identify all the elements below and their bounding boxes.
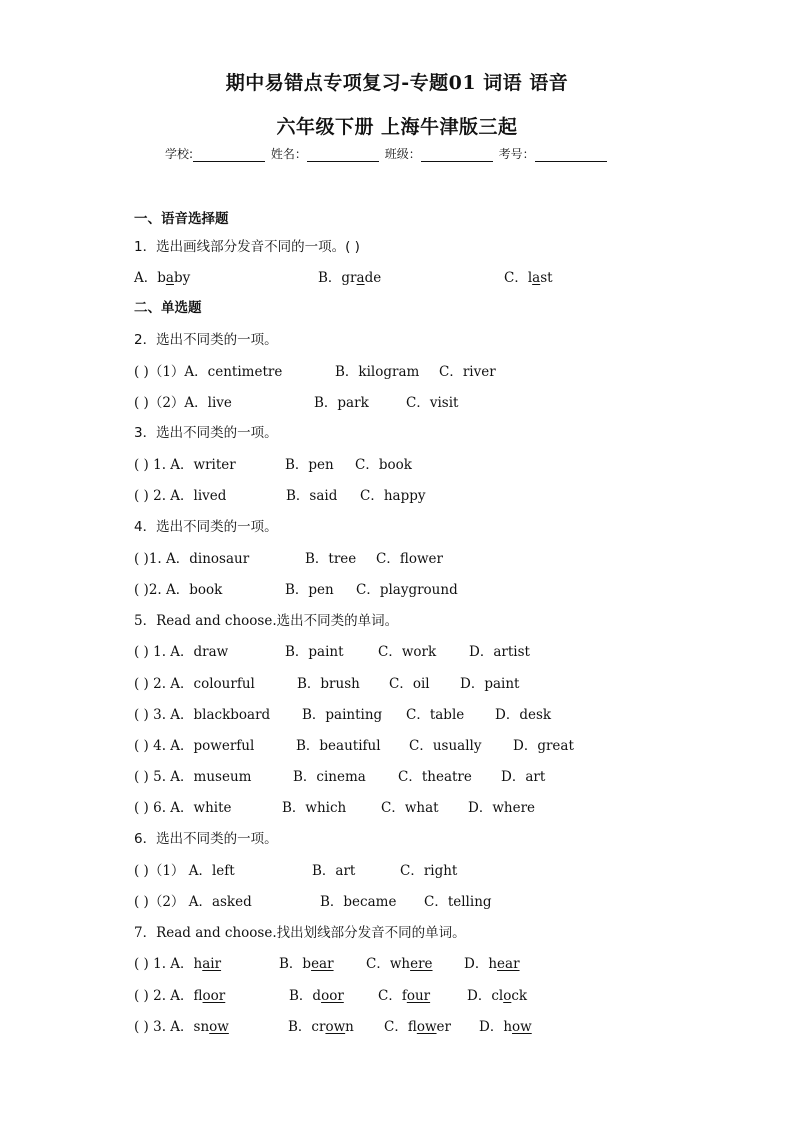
- exam-number-label: 考号：: [498, 147, 535, 161]
- school-label: 学校:: [165, 147, 194, 161]
- option-d[interactable]: D．great: [513, 738, 574, 754]
- option-b[interactable]: B．beautiful: [296, 738, 381, 754]
- option-a[interactable]: ( )（1） A．left: [134, 863, 235, 879]
- option-b[interactable]: B．kilogram: [335, 364, 420, 380]
- option-c[interactable]: C．work: [378, 644, 437, 660]
- student-info-line: [165, 145, 609, 162]
- option-a[interactable]: ( ) 5. A．museum: [134, 769, 252, 785]
- option-b[interactable]: B．crown: [288, 1019, 354, 1035]
- option-c[interactable]: C．four: [378, 988, 431, 1004]
- option-b[interactable]: B．painting: [302, 707, 383, 723]
- option-d[interactable]: D．clock: [467, 988, 528, 1004]
- option-a[interactable]: ( ) 1. A．draw: [134, 644, 229, 660]
- option-c[interactable]: C．what: [381, 800, 439, 816]
- option-a[interactable]: ( ) 6. A．white: [134, 800, 232, 816]
- option-b[interactable]: B．said: [286, 488, 338, 504]
- option-a[interactable]: A．baby: [134, 270, 191, 286]
- option-a[interactable]: ( )（2） A．asked: [134, 894, 252, 910]
- option-c[interactable]: C．happy: [360, 488, 426, 504]
- option-a[interactable]: ( ) 2. A．colourful: [134, 676, 255, 692]
- section-heading-phonetics: 一、语音选择题: [134, 211, 229, 227]
- name-blank[interactable]: [307, 148, 379, 162]
- option-a[interactable]: ( )2. A．book: [134, 582, 223, 598]
- question-6-stem: 6．选出不同类的一项。: [134, 831, 278, 847]
- option-a[interactable]: ( )（2）A．live: [134, 395, 232, 411]
- option-d[interactable]: D．art: [501, 769, 546, 785]
- option-b[interactable]: B．door: [289, 988, 344, 1004]
- option-a[interactable]: ( )1. A．dinosaur: [134, 551, 250, 567]
- section-heading-single-choice: 二、单选题: [134, 300, 202, 316]
- option-b[interactable]: B．bear: [279, 956, 334, 972]
- exam-number-blank[interactable]: [535, 148, 607, 162]
- option-c[interactable]: C．playground: [356, 582, 458, 598]
- name-label: 姓名：: [270, 147, 307, 161]
- option-a[interactable]: ( )（1）A．centimetre: [134, 364, 283, 380]
- question-7-stem: 7．Read and choose.找出划线部分发音不同的单词。: [134, 925, 466, 941]
- option-c[interactable]: C．flower: [376, 551, 443, 567]
- option-b[interactable]: B．paint: [285, 644, 344, 660]
- option-c[interactable]: C．river: [439, 364, 496, 380]
- question-2-stem: 2．选出不同类的一项。: [134, 332, 278, 348]
- option-b[interactable]: B．grade: [318, 270, 382, 286]
- option-d[interactable]: D．artist: [469, 644, 530, 660]
- option-a[interactable]: ( ) 4. A．powerful: [134, 738, 255, 754]
- option-d[interactable]: D．how: [479, 1019, 532, 1035]
- question-4-stem: 4．选出不同类的一项。: [134, 519, 278, 535]
- option-b[interactable]: B．tree: [305, 551, 357, 567]
- option-a[interactable]: ( ) 1. A．writer: [134, 457, 236, 473]
- option-d[interactable]: D．desk: [495, 707, 552, 723]
- option-a[interactable]: ( ) 2. A．lived: [134, 488, 227, 504]
- question-5-stem: 5．Read and choose.选出不同类的单词。: [134, 613, 399, 629]
- option-a[interactable]: ( ) 1. A．hair: [134, 956, 222, 972]
- option-c[interactable]: C．where: [366, 956, 433, 972]
- option-d[interactable]: D．paint: [460, 676, 520, 692]
- option-c[interactable]: C．visit: [406, 395, 459, 411]
- option-c[interactable]: C．last: [504, 270, 553, 286]
- option-a[interactable]: ( ) 2. A．floor: [134, 988, 226, 1004]
- option-d[interactable]: D．where: [468, 800, 536, 816]
- option-c[interactable]: C．theatre: [398, 769, 472, 785]
- option-b[interactable]: B．art: [312, 863, 356, 879]
- option-c[interactable]: C．oil: [389, 676, 430, 692]
- page-title: 期中易错点专项复习-专题01 词语 语音: [225, 72, 569, 94]
- option-c[interactable]: C．book: [355, 457, 412, 473]
- option-b[interactable]: B．pen: [285, 582, 334, 598]
- option-c[interactable]: C．right: [400, 863, 458, 879]
- question-3-stem: 3．选出不同类的一项。: [134, 425, 278, 441]
- school-blank[interactable]: [193, 148, 265, 162]
- option-a[interactable]: ( ) 3. A．blackboard: [134, 707, 271, 723]
- option-c[interactable]: C．usually: [409, 738, 482, 754]
- option-a[interactable]: ( ) 3. A．snow: [134, 1019, 229, 1035]
- option-c[interactable]: C．telling: [424, 894, 492, 910]
- option-c[interactable]: C．table: [406, 707, 465, 723]
- class-label: 班级：: [384, 147, 421, 161]
- option-d[interactable]: D．hear: [464, 956, 520, 972]
- question-1-stem: 1．选出画线部分发音不同的一项。( ): [134, 239, 360, 255]
- class-blank[interactable]: [421, 148, 493, 162]
- option-b[interactable]: B．became: [320, 894, 397, 910]
- option-c[interactable]: C．flower: [384, 1019, 451, 1035]
- option-b[interactable]: B．pen: [285, 457, 334, 473]
- option-b[interactable]: B．cinema: [293, 769, 366, 785]
- page-subtitle: 六年级下册 上海牛津版三起: [276, 116, 518, 138]
- option-b[interactable]: B．park: [314, 395, 369, 411]
- option-b[interactable]: B．which: [282, 800, 347, 816]
- option-b[interactable]: B．brush: [297, 676, 360, 692]
